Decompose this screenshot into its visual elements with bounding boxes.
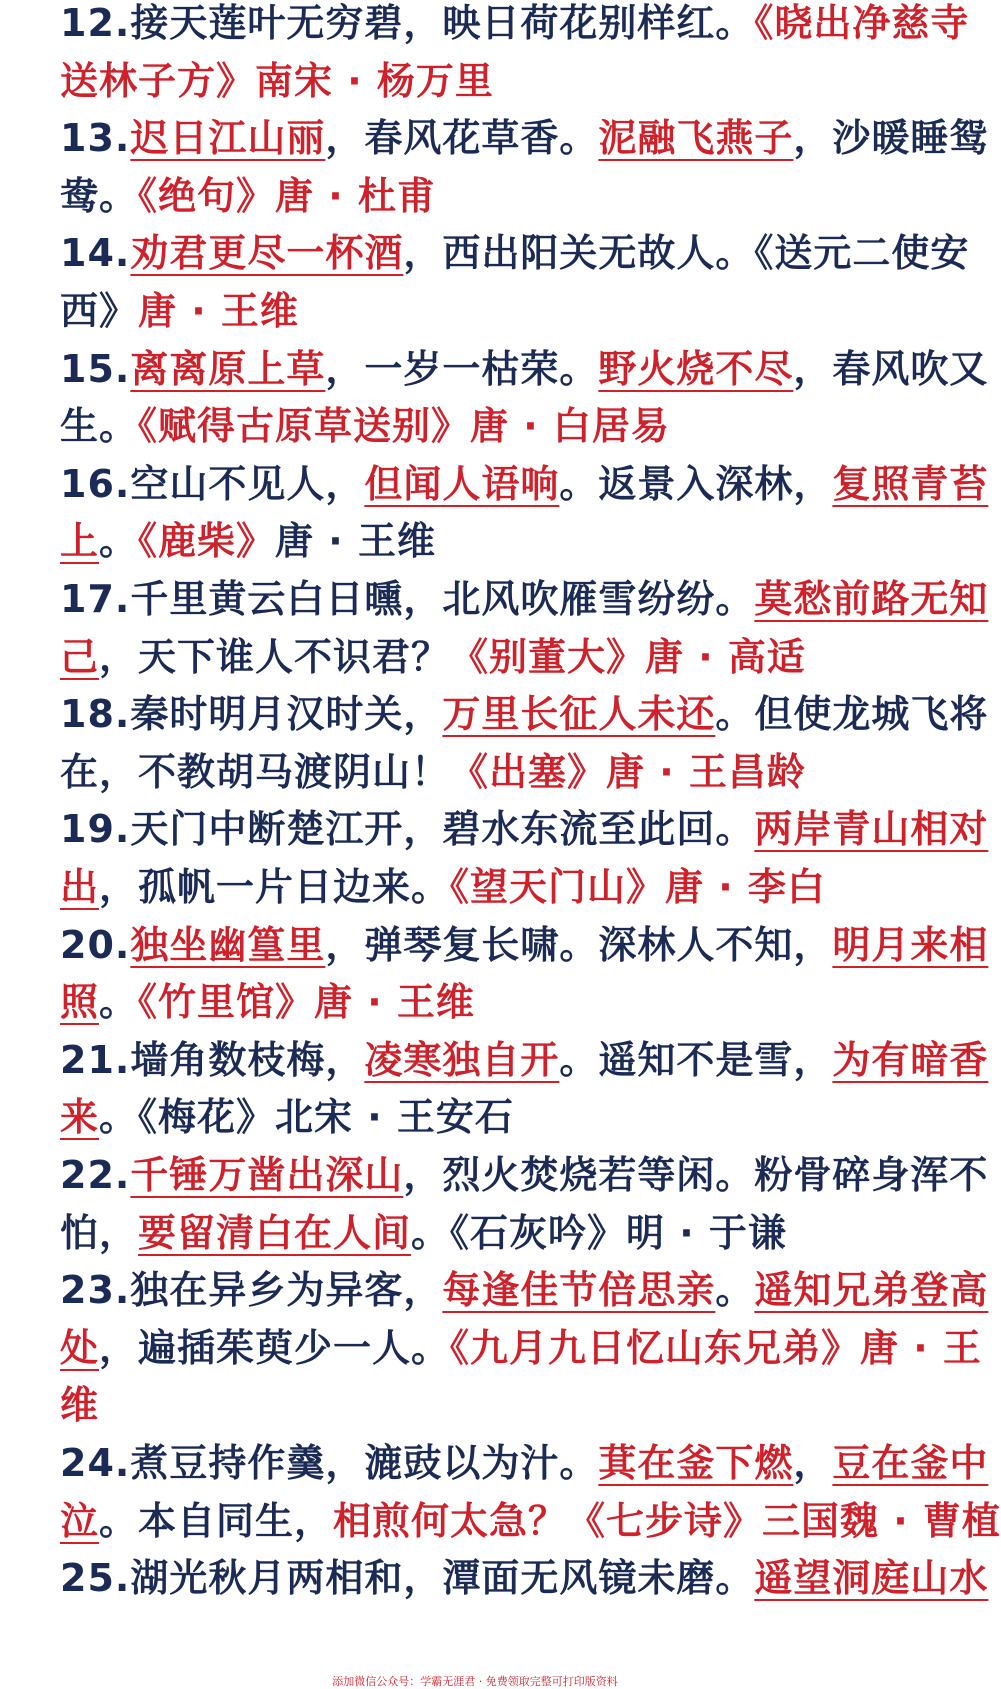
poem-line xyxy=(60,856,890,918)
poem-line xyxy=(60,1259,989,1321)
poem-line xyxy=(60,1144,989,1206)
poem-text: 。遥知不是雪， xyxy=(559,1037,833,1082)
answer-text: 萁在釜下燃 xyxy=(598,1441,794,1485)
answer-text: 明月来相 xyxy=(832,922,989,967)
answer-text: 处 xyxy=(60,1325,100,1370)
source-text: 《晓出净慈寺 xyxy=(754,1,970,45)
poem-text: 20. xyxy=(60,922,131,967)
poem-line xyxy=(60,914,989,976)
source-text: 相煎何太急？《七步诗》三国魏 · 曹植 xyxy=(333,1498,1001,1543)
poem-line xyxy=(60,165,890,227)
source-text: 《望天门山》唐 · 李白 xyxy=(450,865,826,909)
answer-text: 己 xyxy=(60,634,100,679)
poem-line xyxy=(60,1374,890,1436)
answer-text: 两岸青山相对 xyxy=(754,807,989,852)
poem-text: 18.秦时明月汉时关， xyxy=(60,692,443,737)
poem-text: ，弹琴复长啸。深林人不知， xyxy=(325,922,833,967)
poem-text: ，一岁一枯荣。 xyxy=(325,346,599,391)
answer-text: 遥知兄弟登高 xyxy=(754,1268,989,1313)
answer-text: 要留清白在人间 xyxy=(138,1210,412,1255)
answer-text: 凌寒独自开 xyxy=(364,1037,560,1082)
poem-line xyxy=(60,107,989,169)
poem-line xyxy=(60,798,989,860)
poem-line xyxy=(60,741,890,803)
answer-text: 野火烧不尽 xyxy=(598,346,794,391)
source-text: 《别董大》唐 · 高适 xyxy=(450,634,806,679)
watermark-footer: 添加微信公众号：学霸无涯君 · 免费领取完整可打印版资料 xyxy=(0,1675,950,1689)
poem-text: 16.空山不见人， xyxy=(60,461,365,506)
source-text: 维 xyxy=(60,1383,100,1428)
poem-text: 怕， xyxy=(60,1210,139,1255)
poem-line xyxy=(60,626,890,688)
poem-line xyxy=(60,1490,1001,1552)
poem-text: 12.接天莲叶无穷碧，映日荷花别样红。 xyxy=(60,1,755,45)
source-text: 《出塞》唐 · 王昌龄 xyxy=(450,749,806,794)
poem-text: 17.千里黄云白日曛，北风吹雁雪纷纷。 xyxy=(60,577,755,621)
poem-text: 生。 xyxy=(60,404,139,449)
answer-text: 劝君更尽一杯酒 xyxy=(130,231,404,276)
answer-text: 来 xyxy=(60,1095,100,1140)
poem-text: 22. xyxy=(60,1153,131,1197)
answer-text: 豆在釜中 xyxy=(832,1441,989,1485)
poem-text: ，烈火焚烧若等闲。粉骨碎身浑不 xyxy=(403,1153,989,1197)
answer-text: 泣 xyxy=(60,1498,100,1543)
source-text: 《绝句》唐 · 杜甫 xyxy=(138,173,436,218)
poem-text: 。 xyxy=(99,980,139,1025)
poem-text: ，春风花草香。 xyxy=(325,116,599,161)
poem-line xyxy=(60,510,890,572)
source-text: 送林子方》南宋 · 杨万里 xyxy=(60,58,494,103)
poem-text: 。但使龙城飞将 xyxy=(715,692,989,737)
poem-line xyxy=(60,1317,982,1379)
source-text: 唐 · 王维 xyxy=(138,289,299,333)
poem-line xyxy=(60,280,890,342)
poem-text: ，沙暖睡鸳 xyxy=(793,116,989,161)
poem-text: ，遍插茱萸少一人。 xyxy=(99,1325,451,1370)
answer-text: 莫愁前路无知 xyxy=(754,577,989,621)
poem-line xyxy=(60,395,890,457)
poem-text: 。 xyxy=(99,519,139,564)
poem-line xyxy=(60,50,890,112)
poem-text: 25.湖光秋月两相和，潭面无风镜未磨。 xyxy=(60,1556,755,1601)
poem-line xyxy=(60,1202,890,1264)
answer-text: 复照青苔 xyxy=(832,461,989,506)
poem-text: 15. xyxy=(60,346,131,391)
poem-line xyxy=(60,971,890,1033)
poem-text: ，西出阳关无故人。《送元二使安 xyxy=(403,231,970,276)
answer-text: 但闻人语响 xyxy=(364,461,560,506)
poem-text: ，天下谁人不识君？ xyxy=(99,634,451,679)
poem-text: 21.墙角数枝梅， xyxy=(60,1037,365,1082)
poem-text: 。《梅花》北宋 · 王安石 xyxy=(99,1095,514,1140)
answer-text: 上 xyxy=(60,519,100,564)
poem-text: ，春风吹又 xyxy=(793,346,989,391)
poem-text: 13. xyxy=(60,116,131,161)
answer-text: 离离原上草 xyxy=(130,346,326,391)
poem-line xyxy=(60,338,989,400)
poem-line xyxy=(60,1432,989,1494)
poem-text: 鸯。 xyxy=(60,173,139,218)
poem-text: 23.独在异乡为异客， xyxy=(60,1268,443,1313)
source-text: 《竹里馆》唐 · 王维 xyxy=(138,980,475,1025)
poem-text: 。《石灰吟》明 · 于谦 xyxy=(411,1210,787,1255)
poem-text: 24.煮豆持作羹，漉豉以为汁。 xyxy=(60,1441,599,1485)
answer-text: 万里长征人未还 xyxy=(442,692,716,737)
poem-text: 西》 xyxy=(60,289,139,333)
answer-text: 出 xyxy=(60,865,100,909)
poem-line xyxy=(60,222,970,284)
poem-line xyxy=(60,1086,890,1148)
poem-line xyxy=(60,1029,989,1091)
poem-text: ，孤帆一片日边来。 xyxy=(99,865,451,909)
poem-line xyxy=(60,683,989,745)
poem-text: 14. xyxy=(60,231,131,276)
answer-text: 千锤万凿出深山 xyxy=(130,1153,404,1197)
poem-line xyxy=(60,568,989,630)
poem-text: 唐 · 王维 xyxy=(275,519,436,564)
poem-line xyxy=(60,0,970,54)
poem-line xyxy=(60,453,989,515)
answer-text: 泥融飞燕子 xyxy=(598,116,794,161)
poem-text: 19.天门中断楚江开，碧水东流至此回。 xyxy=(60,807,755,852)
poem-text: 。返景入深林， xyxy=(559,461,833,506)
poem-text: 在，不教胡马渡阴山！ xyxy=(60,749,451,794)
answer-text: 遥望洞庭山水 xyxy=(754,1556,989,1601)
poem-text: 。本自同生， xyxy=(99,1498,334,1543)
poem-text: 。 xyxy=(715,1268,755,1313)
answer-text: 为有暗香 xyxy=(832,1037,989,1082)
poem-line xyxy=(60,1547,989,1609)
source-text: 《赋得古原草送别》唐 · 白居易 xyxy=(138,404,670,449)
answer-text: 迟日江山丽 xyxy=(130,116,326,161)
answer-text: 独坐幽篁里 xyxy=(130,922,326,967)
answer-text: 每逢佳节倍思亲 xyxy=(442,1268,716,1313)
poem-text: ， xyxy=(793,1441,833,1485)
source-text: 《九月九日忆山东兄弟》唐 · 王 xyxy=(450,1325,982,1370)
answer-text: 照 xyxy=(60,980,100,1025)
source-text: 《鹿柴》 xyxy=(138,519,276,564)
